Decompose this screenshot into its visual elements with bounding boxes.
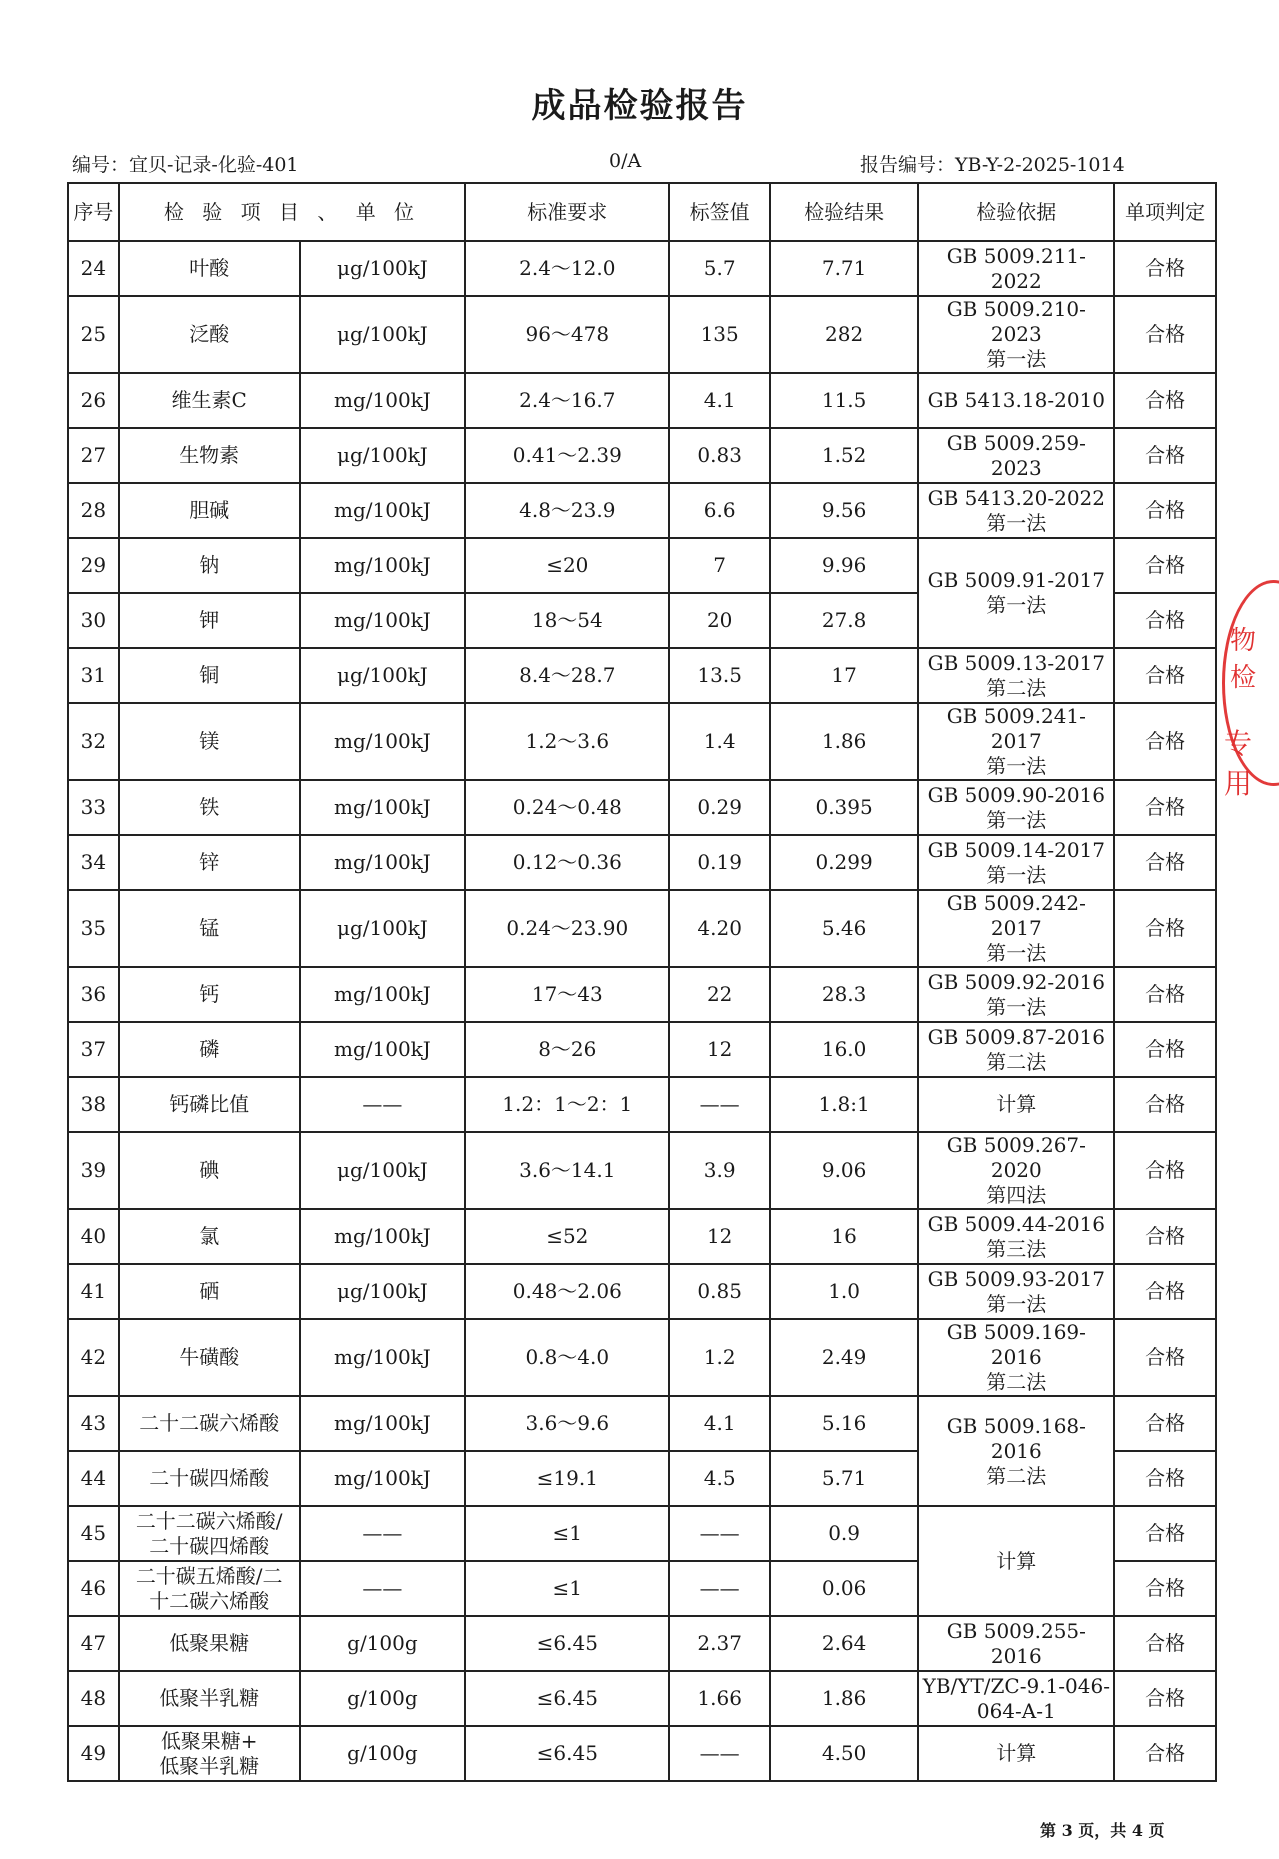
table-row [68,241,1216,296]
test-basis: GB 5009.90-2016 第一法 [918,780,1114,835]
judgement: 合格 [1114,648,1216,703]
test-basis: 计算 [918,1077,1114,1132]
item-name: 维生素C [119,373,300,428]
label-value: 5.7 [669,241,770,296]
row-number: 36 [68,967,119,1022]
table-row [68,1264,1216,1319]
judgement: 合格 [1114,1671,1216,1726]
item-name: 低聚果糖 [119,1616,300,1671]
label-value: 20 [669,593,770,648]
standard-requirement: 96～478 [465,296,669,373]
table-row [68,1671,1216,1726]
table-row [68,1616,1216,1671]
item-unit: g/100g [300,1671,466,1726]
standard-requirement: 0.48～2.06 [465,1264,669,1319]
header-label-value: 标签值 [669,183,770,241]
test-result: 5.16 [770,1396,918,1451]
item-name: 胆碱 [119,483,300,538]
test-basis: GB 5413.20-2022 第一法 [918,483,1114,538]
row-number: 27 [68,428,119,483]
test-result: 7.71 [770,241,918,296]
test-basis: GB 5009.242-2017 第一法 [918,890,1114,967]
test-basis: GB 5009.87-2016 第二法 [918,1022,1114,1077]
standard-requirement: 0.24～0.48 [465,780,669,835]
item-unit: μg/100kJ [300,890,466,967]
item-name: 二十二碳六烯酸 [119,1396,300,1451]
label-value: 135 [669,296,770,373]
row-number: 28 [68,483,119,538]
test-basis: GB 5009.267-2020 第四法 [918,1132,1114,1209]
item-unit: mg/100kJ [300,835,466,890]
judgement: 合格 [1114,241,1216,296]
item-unit: g/100g [300,1616,466,1671]
test-basis: GB 5413.18-2010 [918,373,1114,428]
row-number: 39 [68,1132,119,1209]
row-number: 37 [68,1022,119,1077]
row-number: 35 [68,890,119,967]
header-judgement: 单项判定 [1114,183,1216,241]
table-row [68,428,1216,483]
test-result: 1.86 [770,703,918,780]
table-row [68,648,1216,703]
label-value: 12 [669,1209,770,1264]
label-value: 13.5 [669,648,770,703]
header-result: 检验结果 [770,183,918,241]
item-name: 叶酸 [119,241,300,296]
test-result: 1.0 [770,1264,918,1319]
table-row [68,703,1216,780]
item-name: 镁 [119,703,300,780]
row-number: 44 [68,1451,119,1506]
item-unit: μg/100kJ [300,296,466,373]
item-unit: μg/100kJ [300,648,466,703]
item-name: 磷 [119,1022,300,1077]
item-unit: mg/100kJ [300,1319,466,1396]
test-result: 1.8:1 [770,1077,918,1132]
standard-requirement: ≤6.45 [465,1726,669,1781]
label-value: 1.2 [669,1319,770,1396]
judgement: 合格 [1114,780,1216,835]
inspection-table [67,182,1217,1782]
label-value: 7 [669,538,770,593]
judgement: 合格 [1114,1561,1216,1616]
item-unit: mg/100kJ [300,1451,466,1506]
table-row [68,373,1216,428]
label-value: 0.85 [669,1264,770,1319]
judgement: 合格 [1114,1616,1216,1671]
test-basis: GB 5009.92-2016 第一法 [918,967,1114,1022]
item-unit: mg/100kJ [300,373,466,428]
test-result: 27.8 [770,593,918,648]
test-result: 17 [770,648,918,703]
test-result: 2.49 [770,1319,918,1396]
test-result: 9.56 [770,483,918,538]
item-name: 钙磷比值 [119,1077,300,1132]
judgement: 合格 [1114,703,1216,780]
table-row [68,1396,1216,1451]
test-result: 0.06 [770,1561,918,1616]
test-basis: GB 5009.91-2017 第一法 [918,538,1114,648]
test-result: 11.5 [770,373,918,428]
item-name: 二十碳四烯酸 [119,1451,300,1506]
test-result: 16 [770,1209,918,1264]
test-basis: GB 5009.211-2022 [918,241,1114,296]
stamp-text-top: 物检 [1230,626,1257,693]
item-unit: mg/100kJ [300,483,466,538]
item-name: 低聚半乳糖 [119,1671,300,1726]
label-value: 0.83 [669,428,770,483]
item-unit: μg/100kJ [300,1132,466,1209]
item-name: 二十碳五烯酸/二 十二碳六烯酸 [119,1561,300,1616]
row-number: 45 [68,1506,119,1561]
item-unit: μg/100kJ [300,1264,466,1319]
item-unit: —— [300,1506,466,1561]
table-row [68,835,1216,890]
item-name: 铁 [119,780,300,835]
standard-requirement: ≤1 [465,1561,669,1616]
standard-requirement: 8.4～28.7 [465,648,669,703]
item-unit: mg/100kJ [300,538,466,593]
standard-requirement: ≤52 [465,1209,669,1264]
label-value: 2.37 [669,1616,770,1671]
test-result: 5.46 [770,890,918,967]
standard-requirement: 2.4～16.7 [465,373,669,428]
judgement: 合格 [1114,538,1216,593]
judgement: 合格 [1114,1022,1216,1077]
test-basis: GB 5009.168-2016 第二法 [918,1396,1114,1506]
test-result: 28.3 [770,967,918,1022]
header-basis: 检验依据 [918,183,1114,241]
test-basis: GB 5009.259-2023 [918,428,1114,483]
judgement: 合格 [1114,483,1216,538]
judgement: 合格 [1114,1396,1216,1451]
table-row [68,1132,1216,1209]
test-result: 9.96 [770,538,918,593]
standard-requirement: 0.8～4.0 [465,1319,669,1396]
judgement: 合格 [1114,373,1216,428]
label-value: —— [669,1077,770,1132]
row-number: 42 [68,1319,119,1396]
test-basis: GB 5009.44-2016 第三法 [918,1209,1114,1264]
row-number: 31 [68,648,119,703]
page-footer: 第 3 页，共 4 页 [1040,1821,1165,1840]
row-number: 24 [68,241,119,296]
judgement: 合格 [1114,1264,1216,1319]
standard-requirement: 0.41～2.39 [465,428,669,483]
test-basis: GB 5009.13-2017 第二法 [918,648,1114,703]
item-name: 低聚果糖+ 低聚半乳糖 [119,1726,300,1781]
table-row [68,780,1216,835]
item-unit: mg/100kJ [300,703,466,780]
row-number: 41 [68,1264,119,1319]
standard-requirement: 1.2～3.6 [465,703,669,780]
table-header-row [68,183,1216,241]
standard-requirement: ≤1 [465,1506,669,1561]
test-basis: GB 5009.210-2023 第一法 [918,296,1114,373]
item-unit: μg/100kJ [300,241,466,296]
test-result: 5.71 [770,1451,918,1506]
header-standard: 标准要求 [465,183,669,241]
item-name: 钾 [119,593,300,648]
row-number: 29 [68,538,119,593]
table-row [68,1209,1216,1264]
table-row [68,483,1216,538]
test-basis: GB 5009.169-2016 第二法 [918,1319,1114,1396]
label-value: 6.6 [669,483,770,538]
standard-requirement: ≤20 [465,538,669,593]
table-row [68,1506,1216,1561]
item-name: 硒 [119,1264,300,1319]
version-label: 0/A [609,150,642,172]
label-value: 0.19 [669,835,770,890]
row-number: 25 [68,296,119,373]
label-value: 22 [669,967,770,1022]
judgement: 合格 [1114,1077,1216,1132]
item-unit: μg/100kJ [300,428,466,483]
standard-requirement: 0.12～0.36 [465,835,669,890]
standard-requirement: 3.6～9.6 [465,1396,669,1451]
item-unit: mg/100kJ [300,780,466,835]
item-unit: mg/100kJ [300,1022,466,1077]
record-number: 编号：宜贝-记录-化验-401 [72,154,299,176]
item-name: 二十二碳六烯酸/ 二十碳四烯酸 [119,1506,300,1561]
standard-requirement: 18～54 [465,593,669,648]
standard-requirement: 17～43 [465,967,669,1022]
table-row [68,1319,1216,1396]
item-unit: —— [300,1077,466,1132]
test-result: 1.86 [770,1671,918,1726]
judgement: 合格 [1114,835,1216,890]
judgement: 合格 [1114,1451,1216,1506]
standard-requirement: ≤6.45 [465,1671,669,1726]
label-value: —— [669,1506,770,1561]
item-unit: mg/100kJ [300,967,466,1022]
item-name: 氯 [119,1209,300,1264]
item-unit: mg/100kJ [300,593,466,648]
stamp-text-bottom: 专用 [1224,727,1253,800]
header-item-unit: 检 验 项 目 、 单 位 [119,183,465,241]
judgement: 合格 [1114,1506,1216,1561]
test-basis: YB/YT/ZC-9.1-046- 064-A-1 [918,1671,1114,1726]
row-number: 48 [68,1671,119,1726]
label-value: 3.9 [669,1132,770,1209]
item-name: 牛磺酸 [119,1319,300,1396]
item-name: 锰 [119,890,300,967]
table-row [68,296,1216,373]
standard-requirement: 0.24～23.90 [465,890,669,967]
label-value: 4.20 [669,890,770,967]
standard-requirement: 2.4～12.0 [465,241,669,296]
row-number: 30 [68,593,119,648]
test-basis: GB 5009.241-2017 第一法 [918,703,1114,780]
standard-requirement: 8～26 [465,1022,669,1077]
item-name: 生物素 [119,428,300,483]
row-number: 47 [68,1616,119,1671]
test-basis: 计算 [918,1726,1114,1781]
item-name: 泛酸 [119,296,300,373]
label-value: 12 [669,1022,770,1077]
row-number: 49 [68,1726,119,1781]
table-row [68,890,1216,967]
judgement: 合格 [1114,1132,1216,1209]
standard-requirement: ≤6.45 [465,1616,669,1671]
table-row [68,1022,1216,1077]
test-result: 4.50 [770,1726,918,1781]
test-basis: GB 5009.255-2016 [918,1616,1114,1671]
test-result: 9.06 [770,1132,918,1209]
table-row [68,1726,1216,1781]
judgement: 合格 [1114,593,1216,648]
item-name: 钠 [119,538,300,593]
row-number: 33 [68,780,119,835]
item-unit: —— [300,1561,466,1616]
row-number: 38 [68,1077,119,1132]
label-value: 0.29 [669,780,770,835]
judgement: 合格 [1114,296,1216,373]
standard-requirement: ≤19.1 [465,1451,669,1506]
test-result: 0.395 [770,780,918,835]
label-value: 1.66 [669,1671,770,1726]
label-value: 1.4 [669,703,770,780]
table-row [68,967,1216,1022]
test-basis: 计算 [918,1506,1114,1616]
label-value: —— [669,1726,770,1781]
test-result: 16.0 [770,1022,918,1077]
test-result: 282 [770,296,918,373]
test-result: 0.299 [770,835,918,890]
test-result: 1.52 [770,428,918,483]
test-basis: GB 5009.14-2017 第一法 [918,835,1114,890]
standard-requirement: 3.6～14.1 [465,1132,669,1209]
row-number: 40 [68,1209,119,1264]
report-number: 报告编号：YB-Y-2-2025-1014 [860,154,1125,176]
judgement: 合格 [1114,967,1216,1022]
judgement: 合格 [1114,1209,1216,1264]
judgement: 合格 [1114,890,1216,967]
header-seq: 序号 [68,183,119,241]
row-number: 43 [68,1396,119,1451]
item-unit: g/100g [300,1726,466,1781]
item-name: 碘 [119,1132,300,1209]
label-value: 4.1 [669,373,770,428]
row-number: 34 [68,835,119,890]
report-title: 成品检验报告 [531,86,748,126]
judgement: 合格 [1114,1319,1216,1396]
item-unit: mg/100kJ [300,1396,466,1451]
row-number: 46 [68,1561,119,1616]
table-row [68,1077,1216,1132]
standard-requirement: 4.8～23.9 [465,483,669,538]
row-number: 32 [68,703,119,780]
label-value: 4.5 [669,1451,770,1506]
table-row [68,538,1216,593]
judgement: 合格 [1114,428,1216,483]
item-name: 锌 [119,835,300,890]
test-result: 0.9 [770,1506,918,1561]
item-name: 钙 [119,967,300,1022]
item-name: 铜 [119,648,300,703]
label-value: 4.1 [669,1396,770,1451]
item-unit: mg/100kJ [300,1209,466,1264]
judgement: 合格 [1114,1726,1216,1781]
test-result: 2.64 [770,1616,918,1671]
test-basis: GB 5009.93-2017 第一法 [918,1264,1114,1319]
label-value: —— [669,1561,770,1616]
row-number: 26 [68,373,119,428]
standard-requirement: 1.2：1～2：1 [465,1077,669,1132]
